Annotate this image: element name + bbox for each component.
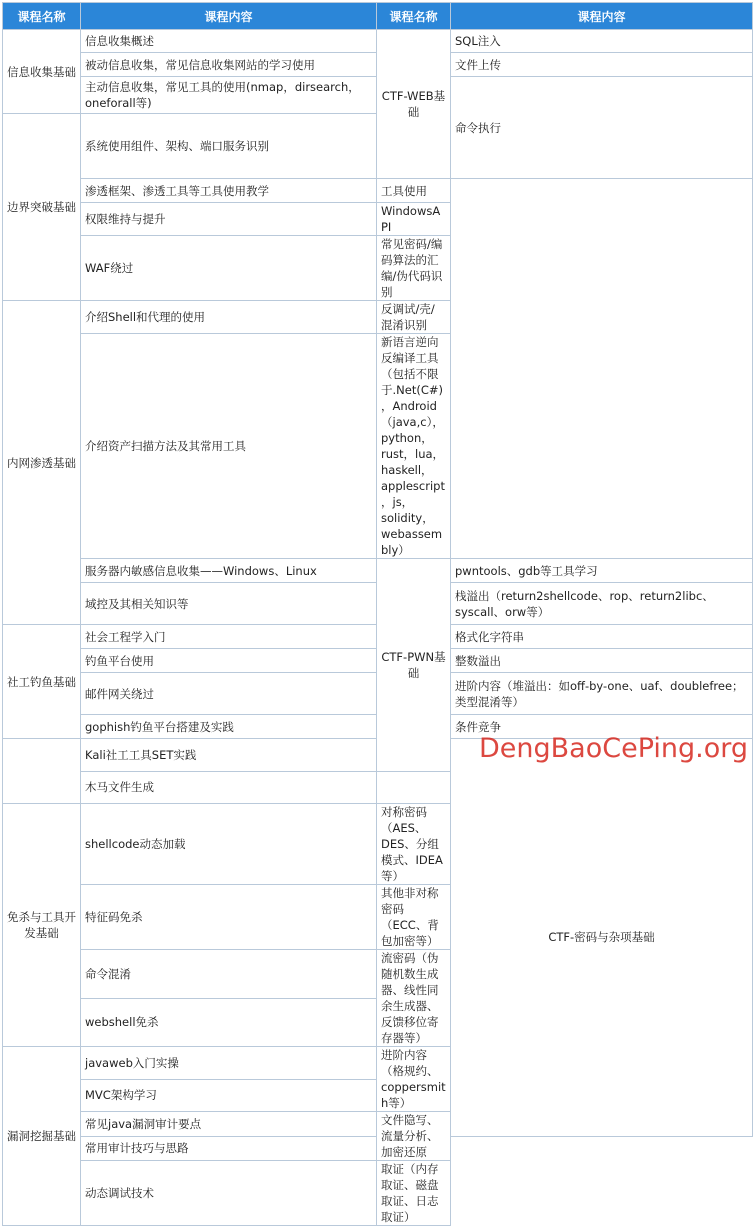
content-cell: 文件隐写、流量分析、加密还原 xyxy=(377,1112,451,1161)
watermark: DengBaoCePing.org xyxy=(478,733,748,764)
content-cell: 服务器内敏感信息收集——Windows、Linux xyxy=(81,559,377,583)
category-cell: 信息收集基础 xyxy=(3,30,81,114)
table-row xyxy=(3,203,753,236)
table-row xyxy=(3,236,753,301)
table-body xyxy=(3,30,753,1226)
category-cell: 内网渗透基础 xyxy=(3,301,81,625)
content-cell: 条件竞争 xyxy=(451,715,753,739)
content-cell: 取证（内存取证、磁盘取证、日志取证） xyxy=(377,1161,451,1226)
category-cell: 边界突破基础 xyxy=(3,114,81,301)
content-cell: 反调试/壳/混淆识别 xyxy=(377,301,451,334)
category-cell xyxy=(3,739,81,804)
category-cell: CTF-密码与杂项基础 xyxy=(451,739,753,1137)
content-cell: 钓鱼平台使用 xyxy=(81,649,377,673)
header-course-name-right: 课程名称 xyxy=(377,3,451,30)
content-cell: 流密码（伪随机数生成器、线性同余生成器、反馈移位寄存器等） xyxy=(377,950,451,1047)
table-row xyxy=(3,30,753,53)
content-cell: 文件上传 xyxy=(451,53,753,77)
content-cell: 社会工程学入门 xyxy=(81,625,377,649)
category-cell: 漏洞挖掘基础 xyxy=(3,1047,81,1226)
content-cell: 命令执行 xyxy=(451,77,753,179)
content-cell: pwntools、gdb等工具学习 xyxy=(451,559,753,583)
table-row xyxy=(3,179,753,203)
content-cell: 命令混淆 xyxy=(81,950,377,999)
content-cell: javaweb入门实操 xyxy=(81,1047,377,1080)
content-cell: 进阶内容（格规约、coppersmith等） xyxy=(377,1047,451,1112)
content-cell: 对称密码（AES、DES、分组模式、IDEA等） xyxy=(377,804,451,885)
content-cell: 整数溢出 xyxy=(451,649,753,673)
content-cell: 进阶内容（堆溢出：如off-by-one、uaf、doublefree；类型混淆等） xyxy=(451,673,753,715)
content-cell: 常见java漏洞审计要点 xyxy=(81,1112,377,1137)
table-row xyxy=(3,559,753,583)
header-course-content-left: 课程内容 xyxy=(81,3,377,30)
content-cell: WAF绕过 xyxy=(81,236,377,301)
content-cell: 被动信息收集，常见信息收集网站的学习使用 xyxy=(81,53,377,77)
category-cell: CTF-WEB基础 xyxy=(377,30,451,179)
content-cell: 渗透框架、渗透工具等工具使用教学 xyxy=(81,179,377,203)
content-cell: 新语言逆向反编译工具（包括不限于.Net(C#)，Android（java,c），python，rust，lua，haskell，applescript，js，solidity，webassembly） xyxy=(377,334,451,559)
content-cell: 动态调试技术 xyxy=(81,1161,377,1226)
content-cell: 特征码免杀 xyxy=(81,885,377,950)
table-row xyxy=(3,334,753,559)
content-cell: 栈溢出（return2shellcode、rop、return2libc、syscall、orw等） xyxy=(451,583,753,625)
category-cell: 社工钓鱼基础 xyxy=(3,625,81,739)
content-cell: 格式化字符串 xyxy=(451,625,753,649)
content-cell: MVC架构学习 xyxy=(81,1079,377,1112)
content-cell: webshell免杀 xyxy=(81,998,377,1047)
content-cell: 权限维持与提升 xyxy=(81,203,377,236)
curriculum-table xyxy=(2,2,753,1226)
content-cell: SQL注入 xyxy=(451,30,753,53)
content-cell: 工具使用 xyxy=(377,179,451,203)
content-cell: 介绍Shell和代理的使用 xyxy=(81,301,377,334)
content-cell: shellcode动态加载 xyxy=(81,804,377,885)
content-cell: Kali社工工具SET实践 xyxy=(81,739,377,772)
content-cell: 信息收集概述 xyxy=(81,30,377,53)
content-cell: 系统使用组件、架构、端口服务识别 xyxy=(81,114,377,179)
content-cell: 常用审计技巧与思路 xyxy=(81,1136,377,1161)
header-course-content-right: 课程内容 xyxy=(451,3,753,30)
content-cell: 常见密码/编码算法的汇编/伪代码识别 xyxy=(377,236,451,301)
content-cell: 主动信息收集，常见工具的使用(nmap，dirsearch，oneforall等) xyxy=(81,77,377,114)
content-cell: 介绍资产扫描方法及其常用工具 xyxy=(81,334,377,559)
content-cell: WindowsAPI xyxy=(377,203,451,236)
content-cell: 其他非对称密码（ECC、背包加密等） xyxy=(377,885,451,950)
table-row xyxy=(3,1161,753,1226)
content-cell: gophish钓鱼平台搭建及实践 xyxy=(81,715,377,739)
header-course-name-left: 课程名称 xyxy=(3,3,81,30)
category-cell: 免杀与工具开发基础 xyxy=(3,804,81,1047)
content-cell: 域控及其相关知识等 xyxy=(81,583,377,625)
header-row xyxy=(3,3,753,30)
category-cell: CTF-PWN基础 xyxy=(377,559,451,772)
content-cell: 邮件网关绕过 xyxy=(81,673,377,715)
table-row xyxy=(3,301,753,334)
content-cell: 木马文件生成 xyxy=(81,771,377,804)
